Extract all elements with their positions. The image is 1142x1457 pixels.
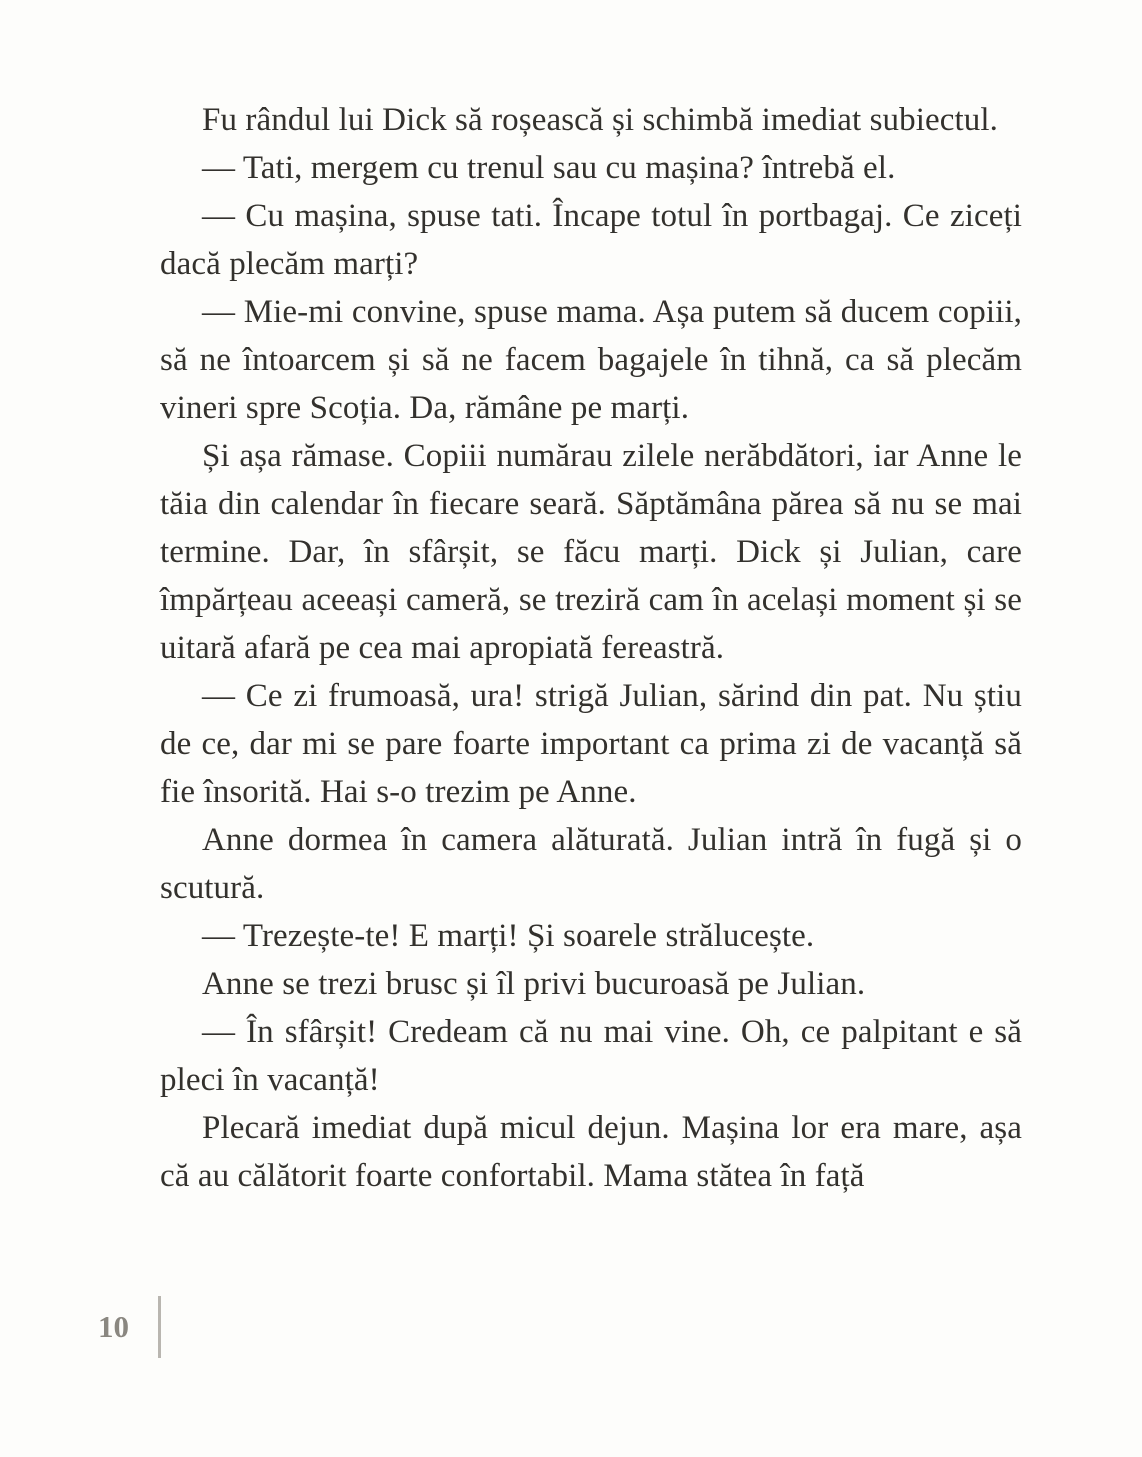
paragraph: Fu rândul lui Dick să roșească și schimbă imediat subiectul. — [202, 102, 998, 138]
paragraph: Și așa rămase. Copiii numărau zilele nerăbdători, iar Anne le tăia din calendar în fiecare seară. Săptămâna părea să nu se mai termine. Dar, în sfârșit, se făcu marți. Dick și Julian, care împărțeau aceeași cameră, se treziră cam în același moment și se uitară afară pe cea mai apropiată fereastră. — [160, 438, 1022, 666]
paragraph: Plecară imediat după micul dejun. Mașina lor era mare, așa că au călătorit foarte confortabil. Mama stătea în față — [160, 1110, 1022, 1194]
paragraph: — Ce zi frumoasă, ura! strigă Julian, sărind din pat. Nu știu de ce, dar mi se pare foarte important ca prima zi de vacanță să fie însorită. Hai s-o trezim pe Anne. — [160, 678, 1022, 810]
paragraph: — Cu mașina, spuse tati. Încape totul în portbagaj. Ce ziceți dacă plecăm marți? — [160, 198, 1022, 282]
paragraph: Anne dormea în camera alăturată. Julian intră în fugă și o scutură. — [160, 822, 1022, 906]
page-footer — [98, 1296, 161, 1358]
paragraph: — Mie-mi convine, spuse mama. Așa putem să ducem copiii, să ne întoarcem și să ne facem bagajele în tihnă, ca să plecăm vineri spre Scoția. Da, rămâne pe marți. — [160, 294, 1022, 426]
page-text-block — [160, 96, 1022, 1200]
footer-divider — [158, 1296, 161, 1358]
paragraph: Anne se trezi brusc și îl privi bucuroasă pe Julian. — [202, 966, 866, 1002]
paragraph: — Tati, mergem cu trenul sau cu mașina? întrebă el. — [202, 150, 896, 186]
page-number: 10 — [98, 1309, 129, 1344]
paragraph: — În sfârșit! Credeam că nu mai vine. Oh, ce palpitant e să pleci în vacanță! — [160, 1014, 1022, 1098]
paragraph: — Trezește-te! E marți! Și soarele strălucește. — [202, 918, 815, 954]
